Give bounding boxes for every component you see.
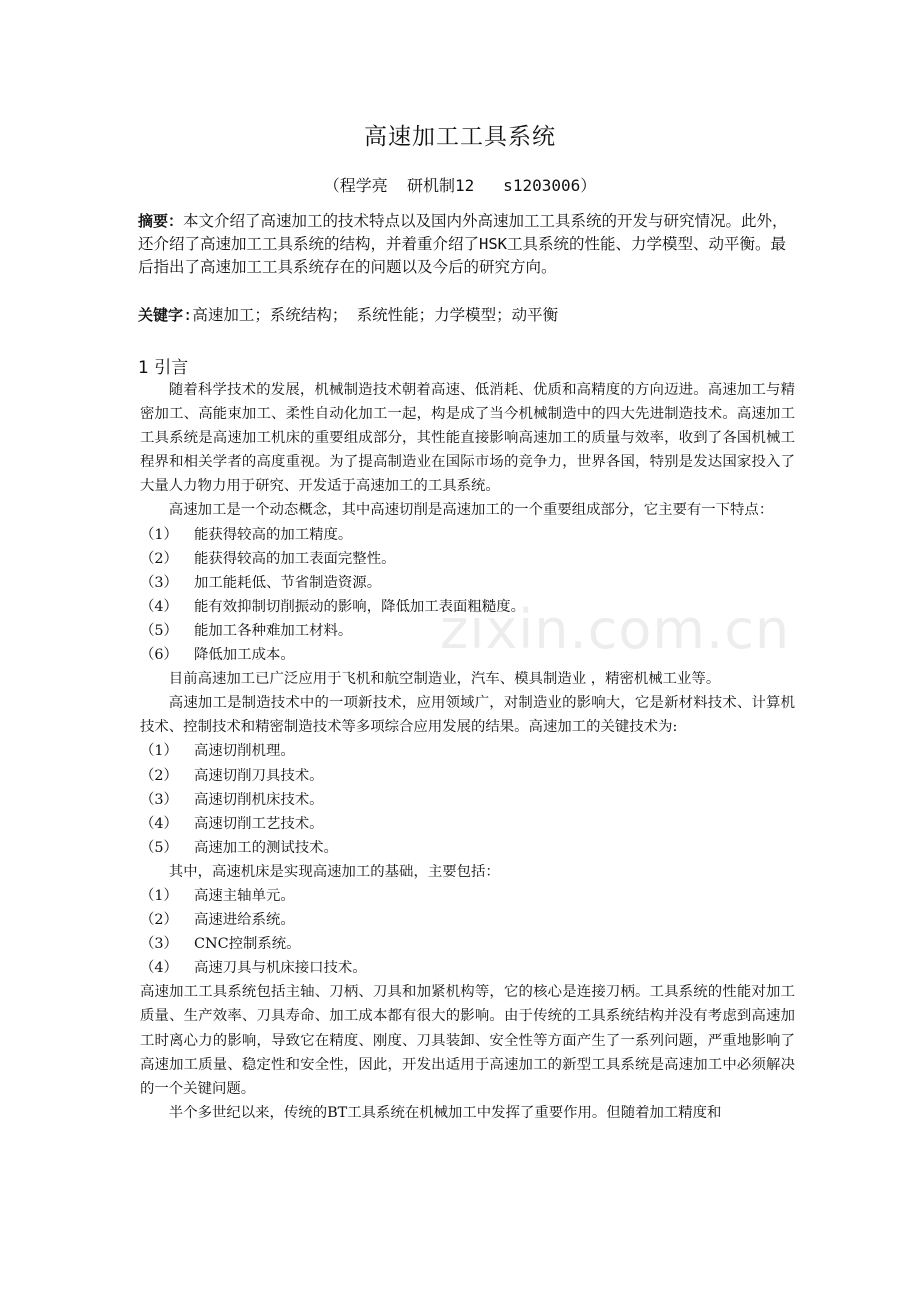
feature-list — [140, 523, 795, 668]
key-technology-list — [140, 739, 795, 859]
machine-tool-list — [140, 884, 795, 980]
list-item: （6） 降低加工成本。 — [140, 647, 295, 664]
list-item: （2） 高速进给系统。 — [140, 912, 295, 929]
list-item: （3） CNC控制系统。 — [140, 936, 301, 953]
list-item: （3） 加工能耗低、节省制造资源。 — [140, 574, 382, 591]
paragraph: 高速加工是一个动态概念，其中高速切削是高速加工的一个重要组成部分，它主要有一下特点： — [168, 502, 774, 519]
list-item: （5） 能加工各种难加工材料。 — [140, 622, 353, 639]
list-item: （5） 高速加工的测试技术。 — [140, 839, 338, 856]
list-item: （4） 高速刀具与机床接口技术。 — [140, 960, 367, 977]
list-item: （2） 能获得较高的加工表面完整性。 — [140, 550, 396, 567]
keywords-text: :高速加工；系统结构； 系统性能；力学模型；动平衡 — [183, 306, 559, 324]
list-item: （4） 能有效抑制切削振动的影响，降低加工表面粗糙度。 — [140, 598, 525, 615]
list-item: （4） 高速切削工艺技术。 — [140, 815, 324, 832]
list-item: （2） 高速切削刀具技术。 — [140, 767, 324, 784]
list-item: （1） 高速主轴单元。 — [140, 887, 295, 904]
watermark: zixin.com.cn — [440, 598, 791, 661]
abstract-text: 本文介绍了高速加工的技术特点以及国内外高速加工工具系统的开发与研究情况。此外，还介绍了高速加工工具系统的结构，并着重介绍了HSK工具系统的性能、力学模型、动平衡。最后指出了高速加工工具系统存在的问题以及今后的研究方向。 — [138, 212, 788, 276]
paragraph: 半个多世纪以来，传统的BT工具系统在机械加工中发挥了重要作用。但随着加工精度和 — [168, 1104, 722, 1121]
keywords-label: 关键字 — [138, 306, 184, 324]
section-heading: 1 引言 — [138, 358, 189, 378]
abstract — [138, 210, 798, 279]
abstract-label: 摘要： — [138, 212, 184, 230]
paragraph: 随着科学技术的发展，机械制造技术朝着高速、低消耗、优质和高精度的方向迈进。高速加工与精密加工、高能束加工、柔性自动化加工一起，构是成了当今机械制造中的四大先进制造技术。高速加工工具系统是高速加工机床的重要组成部分，其性能直接影响高速加工的质量与效率，收到了各国机械工程界和相关学者的高度重视。为了提高制造业在国际市场的竞争力，世界各国，特别是发达国家投入了大量人力物力用于研究、开发适于高速加工的工具系统。 — [140, 382, 795, 495]
author-line: （程学亮 研机制12 s1203006） — [323, 176, 597, 195]
paragraph: 其中，高速机床是实现高速加工的基础，主要包括： — [168, 863, 500, 880]
list-item: （1） 高速切削机理。 — [140, 743, 295, 760]
paragraph: 高速加工工具系统包括主轴、刀柄、刀具和加紧机构等，它的核心是连接刀柄。工具系统的性能对加工质量、生产效率、刀具寿命、加工成本都有很大的影响。由于传统的工具系统结构并没有考虑到高速加工时离心力的影响，导致它在精度、刚度、刀具装卸、安全性等方面产生了一系列问题，严重地影响了高速加工质量、稳定性和安全性，因此，开发出适用于高速加工的新型工具系统是高速加工中必须解决的一个关键问题。 — [140, 984, 795, 1097]
list-item: （1） 能获得较高的加工精度。 — [140, 526, 353, 543]
paragraph: 目前高速加工已广泛应用于飞机和航空制造业，汽车、模具制造业 ，精密机械工业等。 — [168, 671, 721, 688]
body-text — [140, 378, 795, 1125]
document-title: 高速加工工具系统 — [364, 124, 556, 150]
keywords — [138, 304, 798, 327]
paragraph: 高速加工是制造技术中的一项新技术，应用领域广，对制造业的影响大，它是新材料技术、计算机技术、控制技术和精密制造技术等多项综合应用发展的结果。高速加工的关键技术为: — [140, 695, 795, 736]
list-item: （3） 高速切削机床技术。 — [140, 791, 324, 808]
